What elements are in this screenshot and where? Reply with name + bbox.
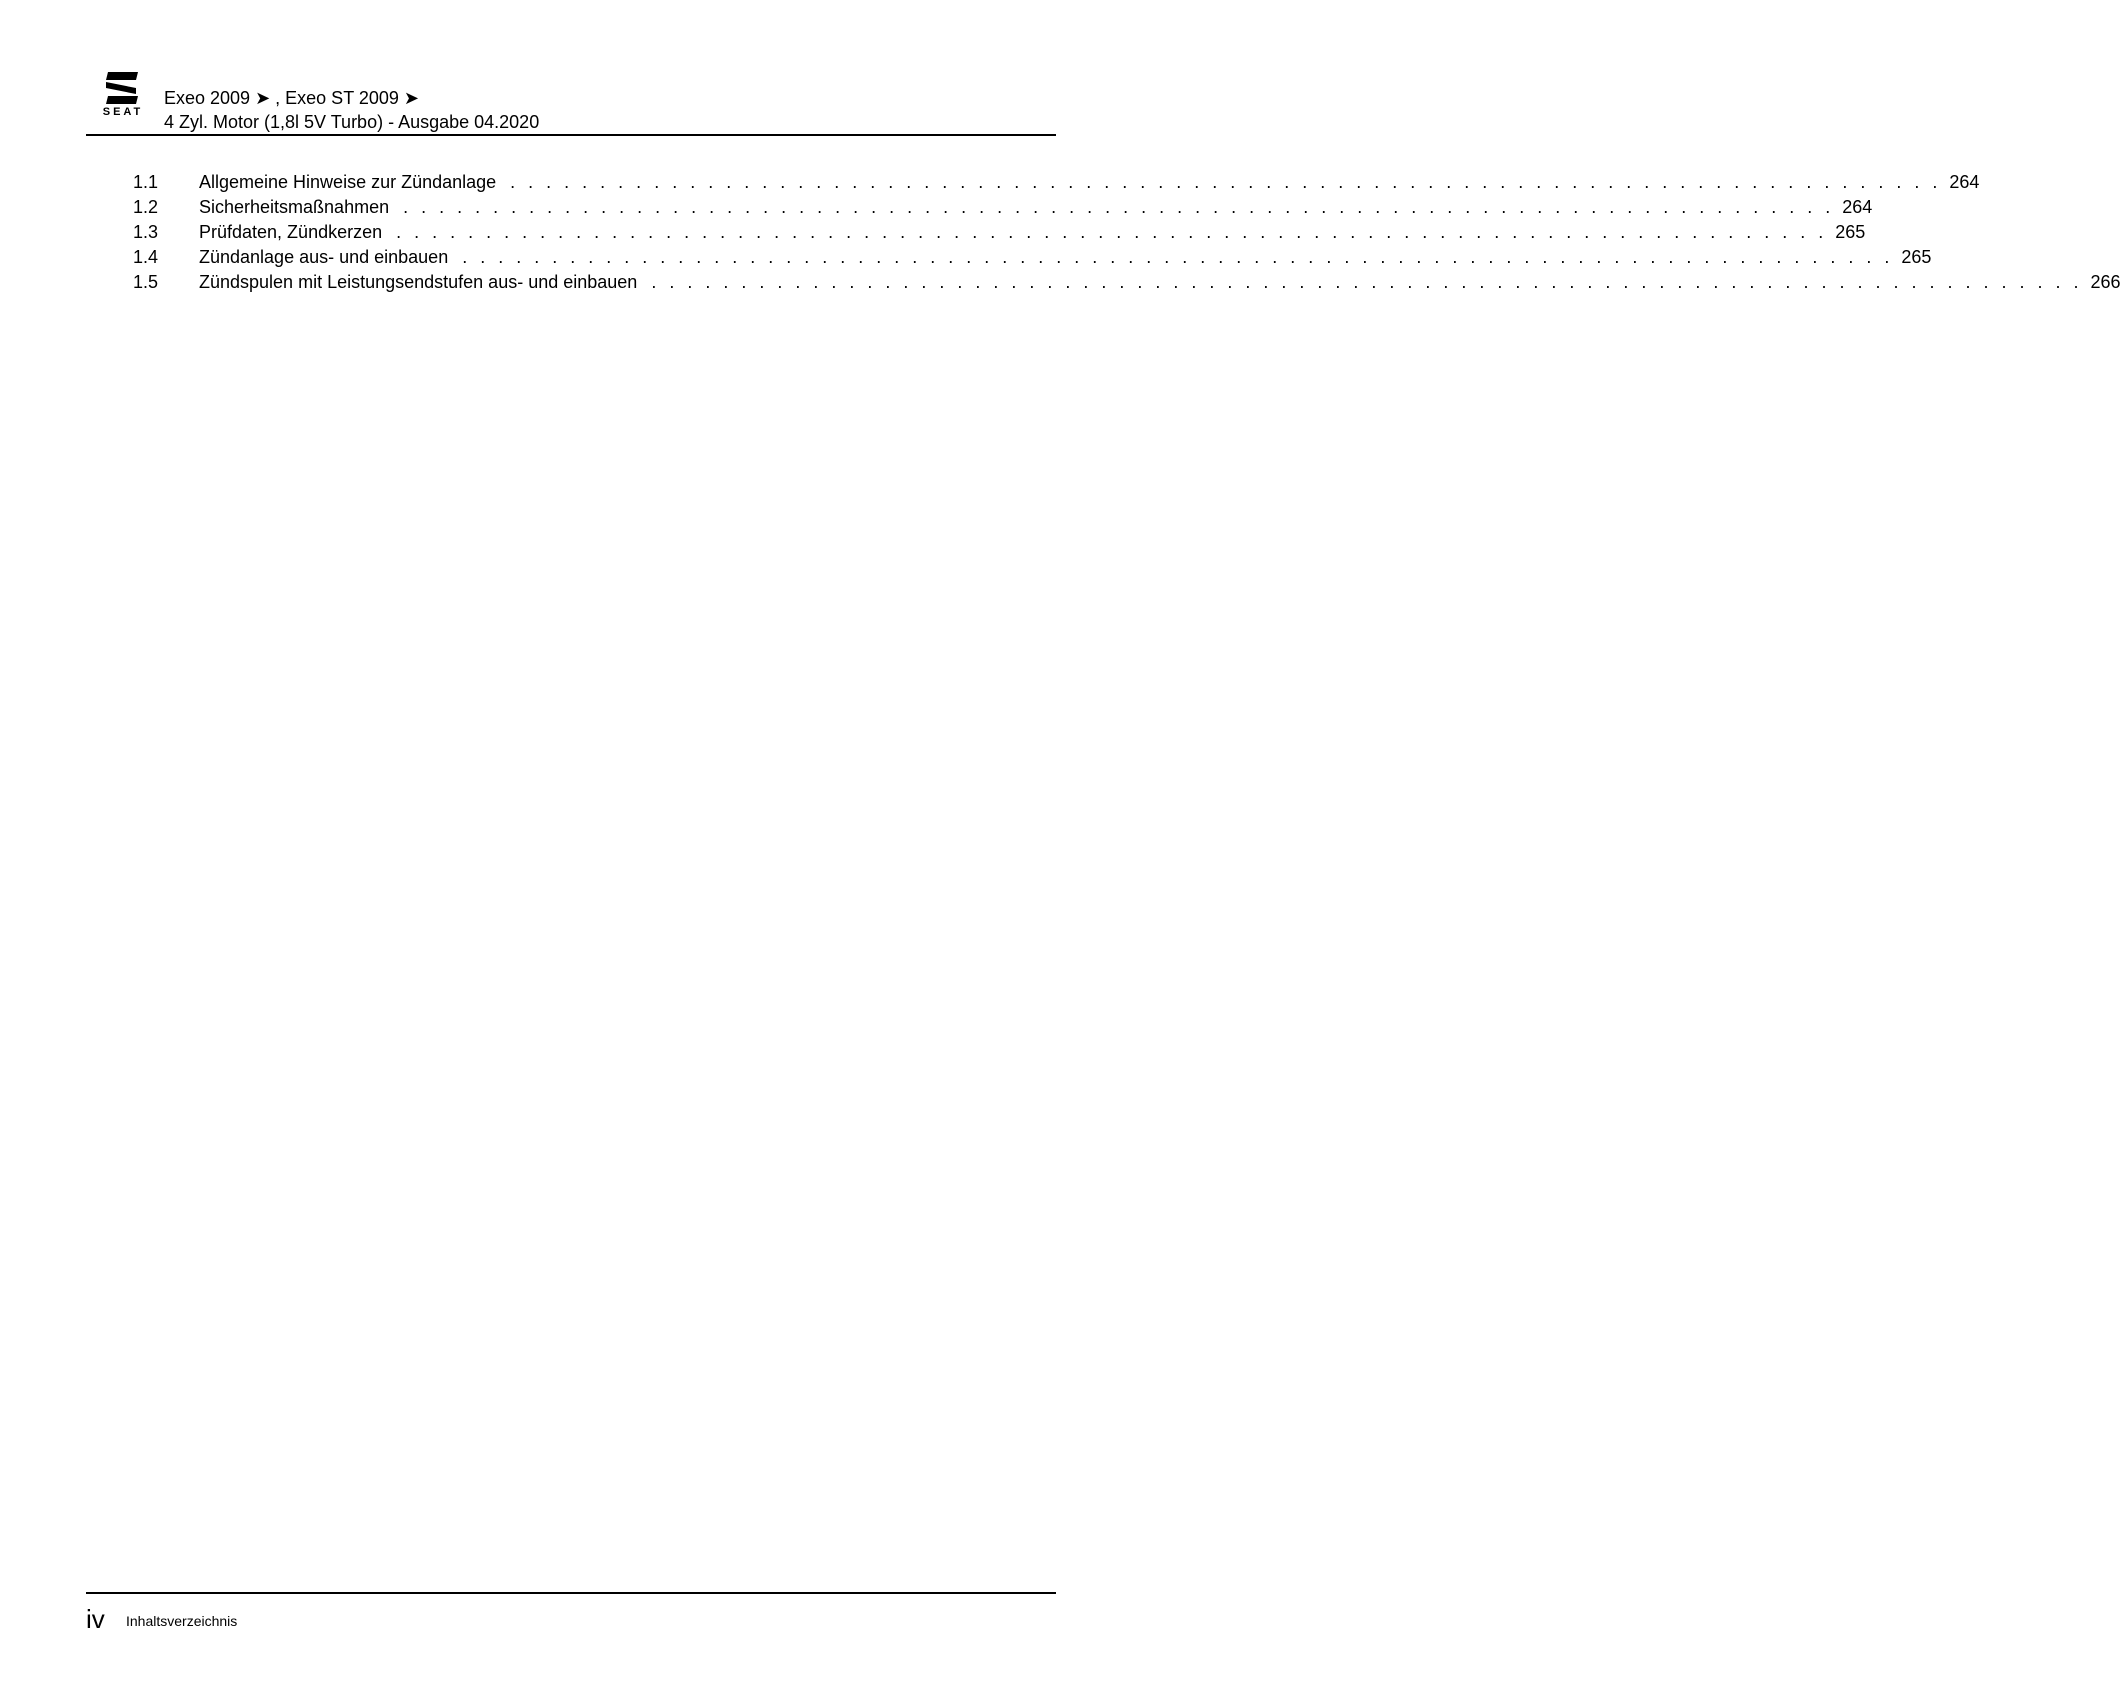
seat-logo-icon (92, 70, 154, 120)
toc-leader-dots: . . . . . . . . . . . . . . . . . . . . . . . . . . . . . . . . . . . . . . . . . . . . . . . . . . . . . . . . . . . . . . . . . . . . . . . . . . . . . . . . (396, 222, 1828, 242)
footer-section-label: Inhaltsverzeichnis (126, 1613, 238, 1629)
toc-entry[interactable] (133, 270, 2121, 295)
toc-entry[interactable] (133, 220, 1866, 245)
page-header (86, 66, 1056, 136)
seat-s-mark-icon (92, 70, 154, 106)
footer-divider (86, 1592, 1056, 1594)
header-line-1: Exeo 2009 ➤ , Exeo ST 2009 ➤ (164, 88, 419, 108)
toc-entry-page[interactable]: 265 (1901, 247, 1932, 267)
toc-entry-number: 1.1 (133, 172, 159, 192)
toc-entry[interactable] (133, 170, 1980, 195)
toc-leader-dots: . . . . . . . . . . . . . . . . . . . . . . . . . . . . . . . . . . . . . . . . . . . . . . . . . . . . . . . . . . . . . . . . . . . . . . . . . . . . . . . . (651, 272, 2083, 292)
document-title (164, 86, 539, 134)
toc-leader-dots: . . . . . . . . . . . . . . . . . . . . . . . . . . . . . . . . . . . . . . . . . . . . . . . . . . . . . . . . . . . . . . . . . . . . . . . . . . . . . . . . (510, 172, 1942, 192)
toc-leader-dots: . . . . . . . . . . . . . . . . . . . . . . . . . . . . . . . . . . . . . . . . . . . . . . . . . . . . . . . . . . . . . . . . . . . . . . . . . . . . . . . . (462, 247, 1894, 267)
toc-entry-page[interactable]: 266 (2090, 272, 2121, 292)
toc-entry-number: 1.2 (133, 197, 159, 217)
header-line-2: 4 Zyl. Motor (1,8l 5V Turbo) - Ausgabe 04.2020 (164, 112, 540, 132)
header-divider (86, 134, 1056, 136)
toc-entry-number: 1.4 (133, 247, 159, 267)
toc-entry[interactable] (133, 245, 1932, 270)
toc-entry-title[interactable]: Allgemeine Hinweise zur Zündanlage (199, 172, 497, 192)
toc-entry-title[interactable]: Zündanlage aus- und einbauen (199, 247, 449, 267)
table-of-contents (133, 170, 2121, 295)
toc-entry-page[interactable]: 264 (1949, 172, 1980, 192)
toc-entry-title[interactable]: Prüfdaten, Zündkerzen (199, 222, 383, 242)
logo-wordmark: SEAT (102, 106, 144, 118)
toc-entry-title[interactable]: Zündspulen mit Leistungsendstufen aus- und einbauen (199, 272, 638, 292)
toc-entry-number: 1.3 (133, 222, 159, 242)
toc-entry[interactable] (133, 195, 1873, 220)
page-number: iv (86, 1604, 105, 1634)
toc-entry-page[interactable]: 265 (1835, 222, 1866, 242)
toc-leader-dots: . . . . . . . . . . . . . . . . . . . . . . . . . . . . . . . . . . . . . . . . . . . . . . . . . . . . . . . . . . . . . . . . . . . . . . . . . . . . . . . . (403, 197, 1835, 217)
toc-entry-page[interactable]: 264 (1842, 197, 1873, 217)
toc-entry-title[interactable]: Sicherheitsmaßnahmen (199, 197, 390, 217)
toc-entry-number: 1.5 (133, 272, 159, 292)
